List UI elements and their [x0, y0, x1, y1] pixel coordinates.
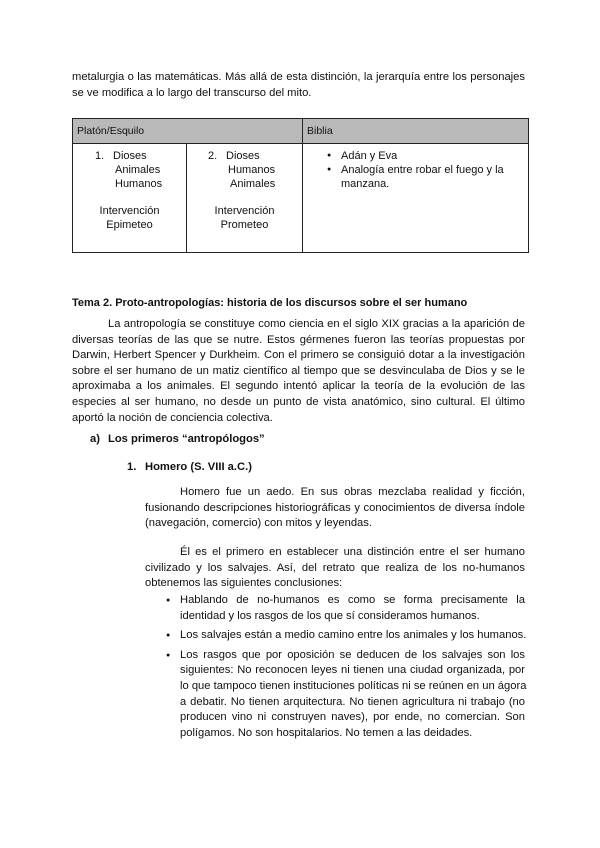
text-line: aproximaba a los animales. El segundo intentó aplicar la teoría de la evolución de las [72, 380, 525, 393]
order-item: Dioses [226, 150, 260, 162]
intervention-name: Prometeo [220, 219, 269, 231]
subsection-heading [90, 432, 490, 448]
item-marker: 1. [127, 461, 137, 473]
header-biblia: Biblia [307, 125, 333, 137]
order-item: Animales [115, 164, 161, 176]
intervention-name: Epimeteo [106, 219, 153, 231]
homero-paragraph-1 [145, 485, 525, 532]
text-line: se ve modifica a lo largo del transcurso del mito. [72, 86, 312, 99]
intervention-label: Intervención [214, 205, 275, 217]
text-line: Homero fue un aedo. En sus obras mezclaba realidad y ficción, [180, 486, 525, 498]
intro-paragraph [72, 70, 525, 101]
bullet-item: ● Adán y Eva [325, 149, 525, 163]
text-line: a debatir. No tienen arquitectura. No tienen agricultura ni trabajo (no [180, 695, 525, 708]
cell-esquilo-order [187, 149, 302, 232]
text-line: ● Hablando de no-humanos es como se forma precisamente la [180, 594, 525, 606]
list-number: 2. [208, 150, 218, 162]
section-title: Tema 2. Proto-antropologías: historia de los discursos sobre el ser humano [72, 297, 468, 309]
text-line: (navegación, comercio) con mitos y leyendas. [145, 517, 372, 530]
order-item: Humanos [115, 178, 163, 190]
text-line: especies al ser humano, no desde un punto de vista anatómico, sino cultural. El último [72, 395, 525, 408]
text-line: obtenemos las siguientes conclusiones: [145, 577, 343, 590]
comparison-table [72, 118, 529, 253]
table-header-row [73, 119, 528, 144]
text-line: ● Los rasgos que por oposición se deducen de los salvajes son los [180, 648, 525, 661]
column-divider [302, 119, 303, 252]
list-item [166, 628, 525, 644]
list-item [166, 648, 525, 742]
cell-platon-order [73, 149, 186, 232]
text-line: fusionando descripciones historiográficas y conocimientos de diversa índole [145, 501, 525, 514]
text-line: Darwin, Herbert Spencer y Durkheim. Con el primero se consiguió dotar a la investigación [72, 349, 525, 362]
cell-biblia [325, 149, 525, 191]
text-line: civilizado y los salvajes. Así, del retrato que realiza de los no-humanos [145, 561, 525, 574]
header-platon-esquilo: Platón/Esquilo [77, 125, 145, 137]
text-line: aportó la noción de conciencia colectiva. [72, 411, 273, 424]
text-line: La antropología se constituye como ciencia en el siglo XIX gracias a la aparición de [108, 318, 525, 330]
homero-paragraph-2 [145, 545, 525, 592]
bullet-item: ● Analogía entre robar el fuego y la [325, 163, 525, 177]
subsection-marker: a) [90, 433, 100, 445]
item-heading [127, 460, 427, 476]
order-item: Dioses [113, 150, 147, 162]
text-line: sobre el ser humano de un matiz científico al tiempo que se desvinculaba de Dios y se le [72, 364, 525, 377]
subsection-title: Los primeros “antropólogos” [108, 433, 265, 445]
bullet-continuation: manzana. [341, 178, 390, 190]
intervention-label: Intervención [99, 205, 160, 217]
conclusions-list [166, 593, 525, 745]
text-line: identidad y los rasgos de los que sí consideramos humanos. [180, 609, 480, 622]
text-line: metalurgia o las matemáticas. Más allá de esta distinción, la jerarquía entre los personajes [72, 71, 525, 83]
section-paragraph [72, 317, 525, 426]
order-item: Humanos [228, 164, 276, 176]
text-line: ● Los salvajes están a medio camino entre los animales y los humanos. [180, 629, 527, 642]
text-line: siguientes: No reconocen leyes ni tienen una ciudad organizada, por [180, 664, 525, 677]
text-line: producen vino ni construyen naves), por ende, no comercian. Son [180, 711, 525, 724]
text-line: Él es el primero en establecer una distinción entre el ser humano [180, 546, 525, 558]
text-line: diversas teorías de las que se nutre. Estos gérmenes fueron las teorías propuestas por [72, 333, 525, 346]
text-line: polígamos. No son hospitalarios. No temen a las deidades. [180, 726, 473, 739]
item-title: Homero (S. VIII a.C.) [145, 461, 252, 473]
text-line: lo que tampoco tienen instituciones políticas ni se reúnen en un ágora [180, 679, 527, 692]
order-item: Animales [230, 178, 276, 190]
list-item [166, 593, 525, 624]
list-number: 1. [95, 150, 105, 162]
